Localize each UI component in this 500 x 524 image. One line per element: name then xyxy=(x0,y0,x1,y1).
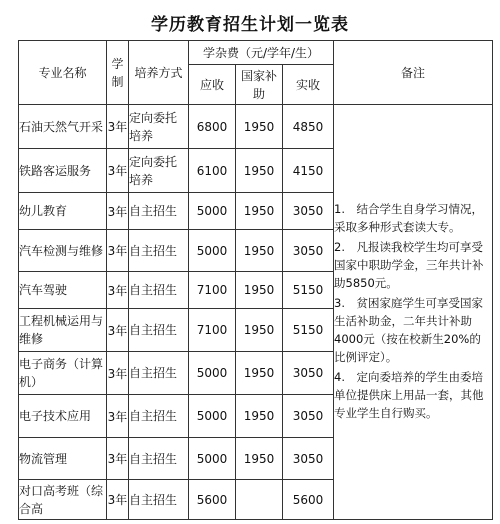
subsidy-cell: 1950 xyxy=(236,438,283,480)
page-title: 学历教育招生计划一览表 xyxy=(151,15,349,35)
years-cell: 3年 xyxy=(107,480,129,520)
subsidy-cell: 1950 xyxy=(236,193,283,230)
subsidy-cell: 1950 xyxy=(236,149,283,193)
years-cell: 3年 xyxy=(107,395,129,438)
years-cell: 3年 xyxy=(107,309,129,352)
major-cell: 物流管理 xyxy=(19,438,107,480)
major-cell: 汽车驾驶 xyxy=(19,272,107,309)
header-fee-group: 学杂费（元/学年/生） xyxy=(189,41,334,65)
training-mode-cell: 自主招生 xyxy=(129,272,189,309)
fee-due-cell: 7100 xyxy=(189,309,236,352)
header-due: 应收 xyxy=(189,65,236,105)
note-item: 4. 定向委培养的学生由委培单位提供床上用品一套，其他专业学生自行购买。 xyxy=(334,370,484,420)
header-subsidy: 国家补助 xyxy=(236,65,283,105)
fee-actual-cell: 4150 xyxy=(283,149,334,193)
fee-due-cell: 5000 xyxy=(189,230,236,272)
fee-actual-cell: 3050 xyxy=(283,438,334,480)
fee-due-cell: 5000 xyxy=(189,352,236,395)
note-item: 1. 结合学生自身学习情况，采取多种形式套读大专。 xyxy=(334,202,483,234)
notes-cell xyxy=(334,105,493,520)
header-mode: 培养方式 xyxy=(129,41,189,105)
fee-due-cell: 5000 xyxy=(189,395,236,438)
training-mode-cell: 定向委托培养 xyxy=(129,105,189,149)
header-actual: 实收 xyxy=(283,65,334,105)
fee-due-cell: 5000 xyxy=(189,193,236,230)
fee-due-cell: 6800 xyxy=(189,105,236,149)
major-cell: 对口高考班（综合高 xyxy=(19,480,107,520)
major-cell: 电子技术应用 xyxy=(19,395,107,438)
training-mode-cell: 自主招生 xyxy=(129,352,189,395)
major-cell: 石油天然气开采 xyxy=(19,105,107,149)
subsidy-cell: 1950 xyxy=(236,352,283,395)
fee-due-cell: 5000 xyxy=(189,438,236,480)
years-cell: 3年 xyxy=(107,230,129,272)
years-cell: 3年 xyxy=(107,272,129,309)
table-row xyxy=(19,105,493,149)
major-cell: 铁路客运服务 xyxy=(19,149,107,193)
enrollment-plan-table xyxy=(18,40,493,520)
subsidy-cell xyxy=(236,480,283,520)
years-cell: 3年 xyxy=(107,352,129,395)
training-mode-cell: 自主招生 xyxy=(129,480,189,520)
fee-actual-cell: 5150 xyxy=(283,272,334,309)
subsidy-cell: 1950 xyxy=(236,272,283,309)
fee-actual-cell: 3050 xyxy=(283,193,334,230)
training-mode-cell: 自主招生 xyxy=(129,395,189,438)
years-cell: 3年 xyxy=(107,149,129,193)
training-mode-cell: 自主招生 xyxy=(129,193,189,230)
subsidy-cell: 1950 xyxy=(236,309,283,352)
header-major: 专业名称 xyxy=(19,41,107,105)
fee-actual-cell: 3050 xyxy=(283,230,334,272)
subsidy-cell: 1950 xyxy=(236,395,283,438)
fee-actual-cell: 4850 xyxy=(283,105,334,149)
fee-due-cell: 5600 xyxy=(189,480,236,520)
note-item: 3. 贫困家庭学生可享受国家生活补助金，二年共计补助4000元（按在校新生20%的比例评定）。 xyxy=(334,296,483,364)
subsidy-cell: 1950 xyxy=(236,105,283,149)
fee-due-cell: 6100 xyxy=(189,149,236,193)
training-mode-cell: 自主招生 xyxy=(129,230,189,272)
fee-actual-cell: 3050 xyxy=(283,352,334,395)
training-mode-cell: 定向委托培养 xyxy=(129,149,189,193)
fee-actual-cell: 5600 xyxy=(283,480,334,520)
years-cell: 3年 xyxy=(107,193,129,230)
header-notes: 备注 xyxy=(334,41,493,105)
major-cell: 幼儿教育 xyxy=(19,193,107,230)
fee-actual-cell: 5150 xyxy=(283,309,334,352)
fee-actual-cell: 3050 xyxy=(283,395,334,438)
training-mode-cell: 自主招生 xyxy=(129,438,189,480)
note-item: 2. 凡报读我校学生均可享受国家中职助学金，三年共计补助5850元。 xyxy=(334,240,484,290)
major-cell: 电子商务（计算机） xyxy=(19,352,107,395)
major-cell: 工程机械运用与维修 xyxy=(19,309,107,352)
major-cell: 汽车检测与维修 xyxy=(19,230,107,272)
years-cell: 3年 xyxy=(107,438,129,480)
years-cell: 3年 xyxy=(107,105,129,149)
training-mode-cell: 自主招生 xyxy=(129,309,189,352)
subsidy-cell: 1950 xyxy=(236,230,283,272)
fee-due-cell: 7100 xyxy=(189,272,236,309)
header-years: 学制 xyxy=(107,41,129,105)
